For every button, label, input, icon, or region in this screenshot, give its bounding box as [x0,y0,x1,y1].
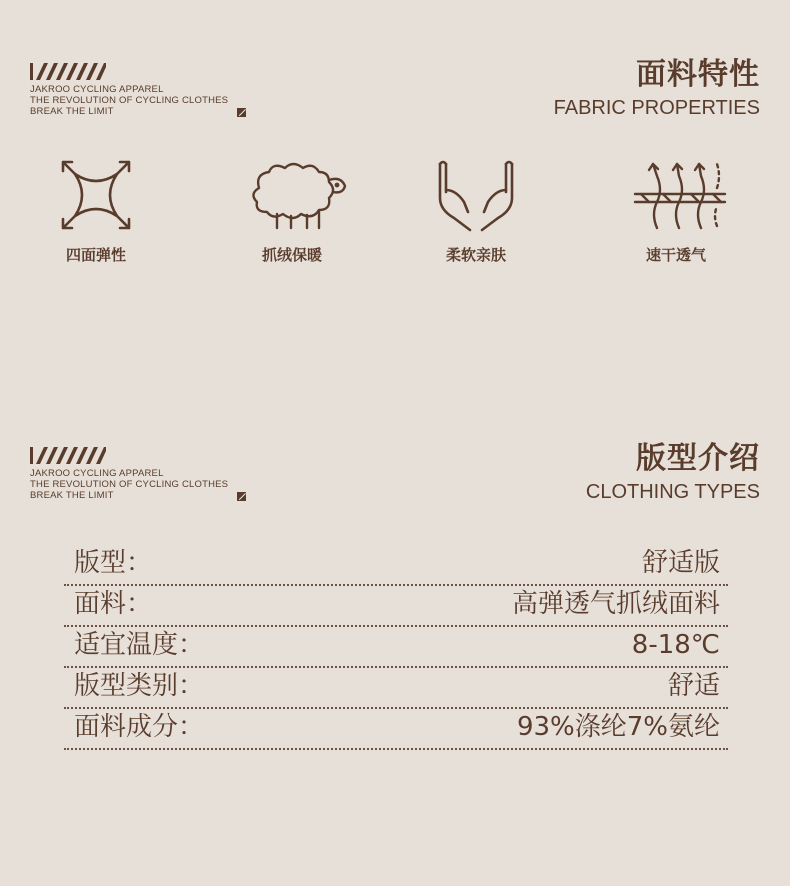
feature-item [406,158,546,265]
spec-label: 面料： [74,589,153,619]
feature-item [606,158,746,265]
spec-value: 93%涤纶7%氨纶 [516,712,720,742]
brand-slash-icon [237,492,246,501]
spec-value: 高弹透气抓绒面料 [511,589,720,619]
brand-line-1: JAKROO CYCLING APPAREL [30,84,164,95]
brand-stripes-logo [30,447,106,464]
brand-block [30,447,260,501]
feature-label: 四面弹性 [65,246,126,264]
spec-label: 适宜温度： [74,630,205,660]
brand-line-2: THE REVOLUTION OF CYCLING CLOTHES [30,479,229,490]
four-way-stretch-icon [59,158,133,232]
spec-label: 版型类别： [74,671,205,701]
brand-block [30,63,260,117]
feature-item [222,158,362,265]
sheep-icon [237,158,347,232]
section-title-clothing [586,442,760,504]
brand-stripes-logo [30,63,106,80]
section-title-cn: 版型介绍 [636,441,760,476]
spec-table [64,546,728,750]
breathable-icon [621,158,731,232]
spec-label: 版型： [74,548,153,578]
brand-slash-icon [237,108,246,117]
section-title-en: CLOTHING TYPES [585,481,760,503]
section-title-en: FABRIC PROPERTIES [553,97,760,119]
spec-row [64,668,728,709]
brand-line-1: JAKROO CYCLING APPAREL [30,468,164,479]
spec-label: 面料成分： [74,712,205,742]
spec-row [64,627,728,668]
brand-line-3: BREAK THE LIMIT [30,490,114,501]
feature-label: 柔软亲肤 [445,246,506,264]
spec-value: 舒适版 [641,548,720,578]
feature-label: 速干透气 [645,246,706,264]
brand-line-3: BREAK THE LIMIT [30,106,114,117]
spec-value: 舒适 [667,671,720,701]
spec-value: 8-18℃ [631,630,720,660]
section-title-fabric [554,58,760,120]
spec-row [64,709,728,750]
feature-label: 抓绒保暖 [261,246,322,264]
spec-row [64,546,728,586]
spec-row [64,586,728,627]
section-title-cn: 面料特性 [636,57,760,92]
hands-icon [434,158,518,232]
brand-line-2: THE REVOLUTION OF CYCLING CLOTHES [30,95,229,106]
feature-item [26,158,166,265]
